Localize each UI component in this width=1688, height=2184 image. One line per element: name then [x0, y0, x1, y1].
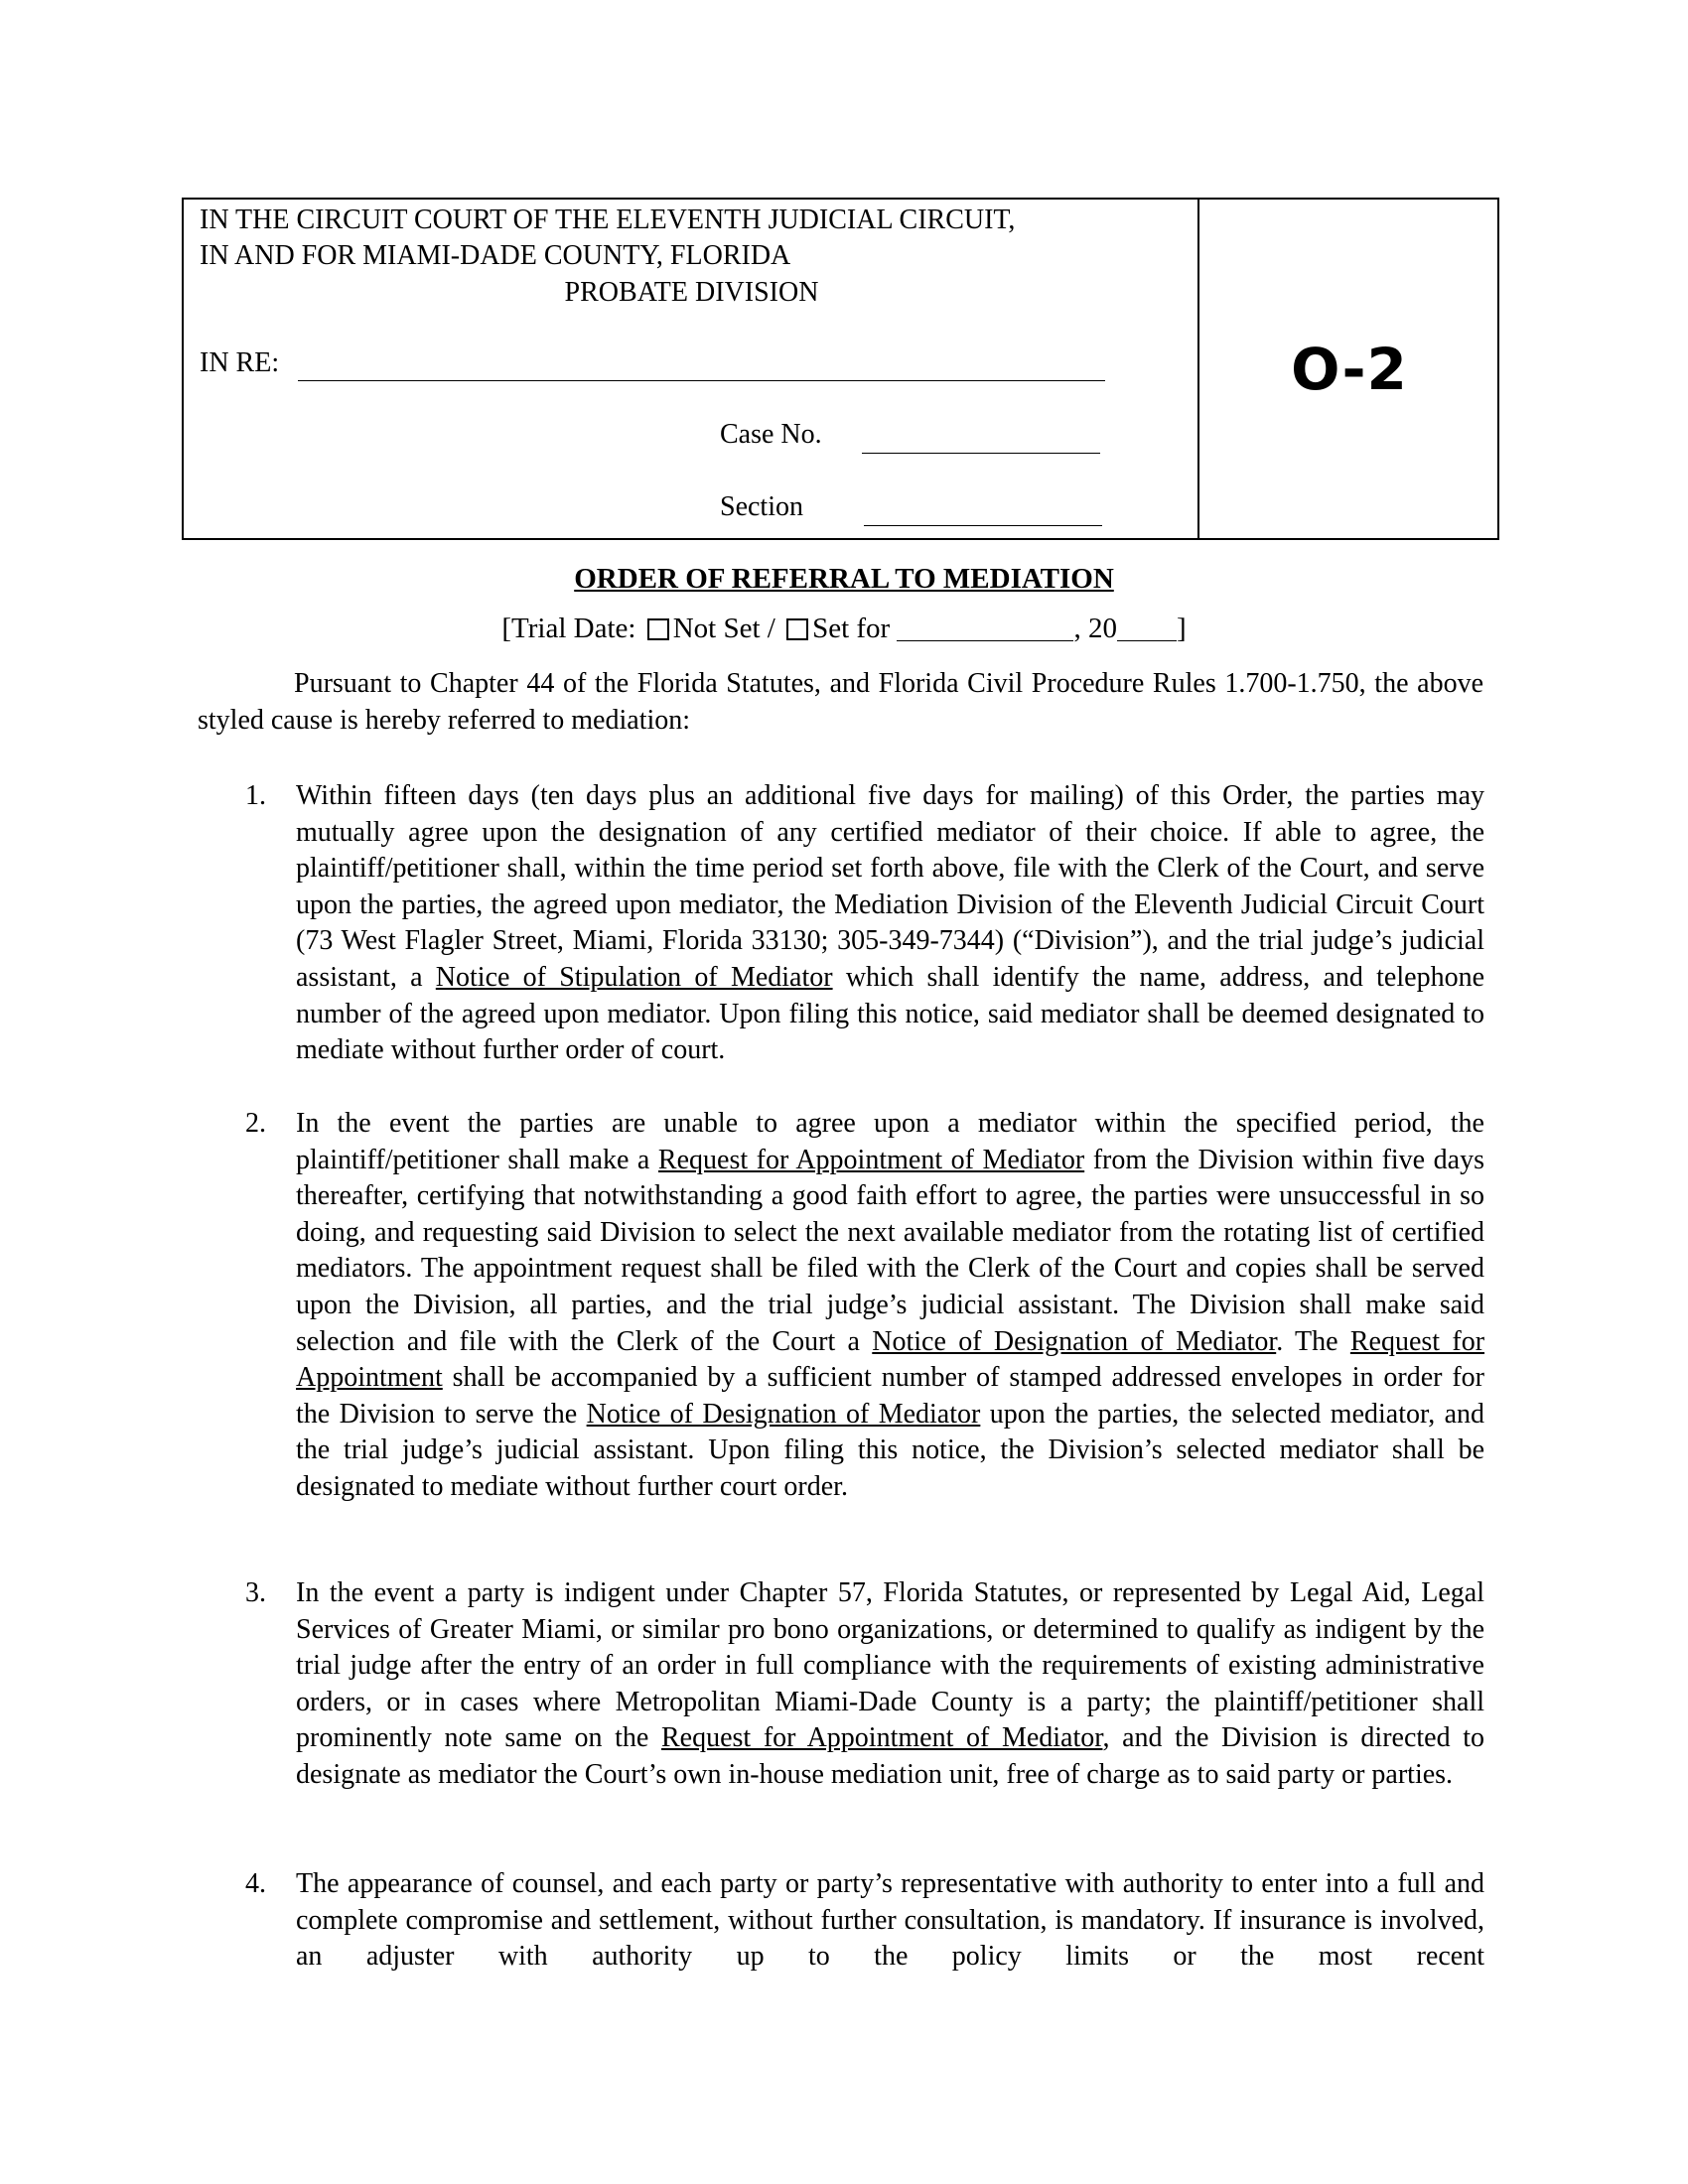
- item-number: 2.: [245, 1108, 266, 1139]
- in-re-blank-line[interactable]: [298, 380, 1105, 381]
- trial-date-prefix: [Trial Date:: [501, 613, 636, 644]
- item-number: 1.: [245, 780, 266, 811]
- year-blank[interactable]: [1117, 614, 1177, 641]
- caption-left-cell: [184, 200, 1199, 538]
- form-id: O-2: [1291, 335, 1408, 403]
- section-blank-line[interactable]: [864, 525, 1102, 526]
- item-text: Within fifteen days (ten days plus an additional five days for mailing) of this Order, the parties may mutually agree upon the designation of any certified mediator of their choice. If able to agree, the plaintiff/petitioner shall, within the time period set forth above, file with the Clerk of the Court, and serve upon the parties, the agreed upon mediator, the Mediation Division of the Eleventh Judicial Circuit Court (73 West Flagler Street, Miami, Florida 33130; 305-349-7344) (“Division”), and the trial judge’s judicial assistant, a Notice of Stipulation of Mediator which shall identify the name, address, and telephone number of the agreed upon mediator. Upon filing this notice, said mediator shall be deemed designated to mediate without further order of court.: [296, 780, 1484, 1066]
- set-for-label: Set for: [812, 613, 891, 644]
- request-for-appointment-ref: Request for Appointment of Mediator: [657, 1144, 1085, 1175]
- document-title: ORDER OF REFERRAL TO MEDIATION: [574, 563, 1114, 595]
- division-name: PROBATE DIVISION: [564, 277, 819, 308]
- in-re-label: IN RE:: [200, 347, 280, 378]
- trial-date-line: [0, 613, 1688, 645]
- not-set-label: Not Set /: [672, 613, 775, 644]
- notice-of-designation-ref: Notice of Designation of Mediator: [586, 1398, 981, 1430]
- item-text: The appearance of counsel, and each party or party’s representative with authority to enter into a full and complete compromise and settlement, without further consultation, is mandatory. If insurance is involved, an adjuster with authority up to the policy limits or the most recent: [296, 1868, 1484, 1973]
- item-number: 3.: [245, 1577, 266, 1608]
- court-name-line-1: IN THE CIRCUIT COURT OF THE ELEVENTH JUDICIAL CIRCUIT,: [200, 205, 1016, 235]
- case-caption-box: [182, 198, 1499, 540]
- court-name-line-2: IN AND FOR MIAMI-DADE COUNTY, FLORIDA: [200, 240, 791, 271]
- item-text: In the event the parties are unable to agree upon a mediator within the specified period, the plaintiff/petitioner shall make a Request for Appointment of Mediator from the Division within five days thereafter, certifying that notwithstanding a good faith effort to agree, the parties were unsuccessful in so doing, and requesting said Division to select the next available mediator from the rotating list of certified mediators. The appointment request shall be filed with the Clerk of the Court and copies shall be served upon the Division, all parties, and the trial judge’s judicial assistant. The Division shall make said selection and file with the Clerk of the Court a Notice of Designation of Mediator. The Request for Appointment shall be accompanied by a sufficient number of stamped addressed envelopes in order for the Division to serve the Notice of Designation of Mediator upon the parties, the selected mediator, and the trial judge’s judicial assistant. Upon filing this notice, the Division’s selected mediator shall be designated to mediate without further court order.: [296, 1108, 1485, 1502]
- not-set-checkbox[interactable]: [647, 618, 669, 640]
- trial-date-suffix: ]: [1176, 613, 1187, 644]
- section-label: Section: [720, 491, 803, 522]
- notice-of-designation-ref: Notice of Designation of Mediator: [872, 1325, 1277, 1357]
- year-prefix: , 20: [1073, 613, 1117, 644]
- case-number-label: Case No.: [720, 419, 822, 450]
- request-for-appointment-ref: Request for Appointment: [296, 1325, 1485, 1394]
- item-number: 4.: [245, 1868, 266, 1899]
- set-for-checkbox[interactable]: [786, 618, 808, 640]
- intro-paragraph: Pursuant to Chapter 44 of the Florida Statutes, and Florida Civil Procedure Rules 1.700-1.750, the above styled cause is hereby referred to mediation:: [198, 668, 1483, 736]
- case-number-blank-line[interactable]: [862, 453, 1100, 454]
- item-text: In the event a party is indigent under Chapter 57, Florida Statutes, or represented by Legal Aid, Legal Services of Greater Miami, or similar pro bono organizations, or determined to qualify as indigent by the trial judge after the entry of an order in full compliance with the requirements of existing administrative orders, or in cases where Metropolitan Miami-Dade County is a party; the plaintiff/petitioner shall prominently note same on the Request for Appointment of Mediator, and the Division is directed to designate as mediator the Court’s own in-house mediation unit, free of charge as to said party or parties.: [296, 1577, 1484, 1790]
- notice-of-stipulation-ref: Notice of Stipulation of Mediator: [435, 961, 833, 993]
- trial-date-blank[interactable]: [897, 614, 1073, 641]
- request-for-appointment-ref: Request for Appointment of Mediator: [661, 1722, 1103, 1754]
